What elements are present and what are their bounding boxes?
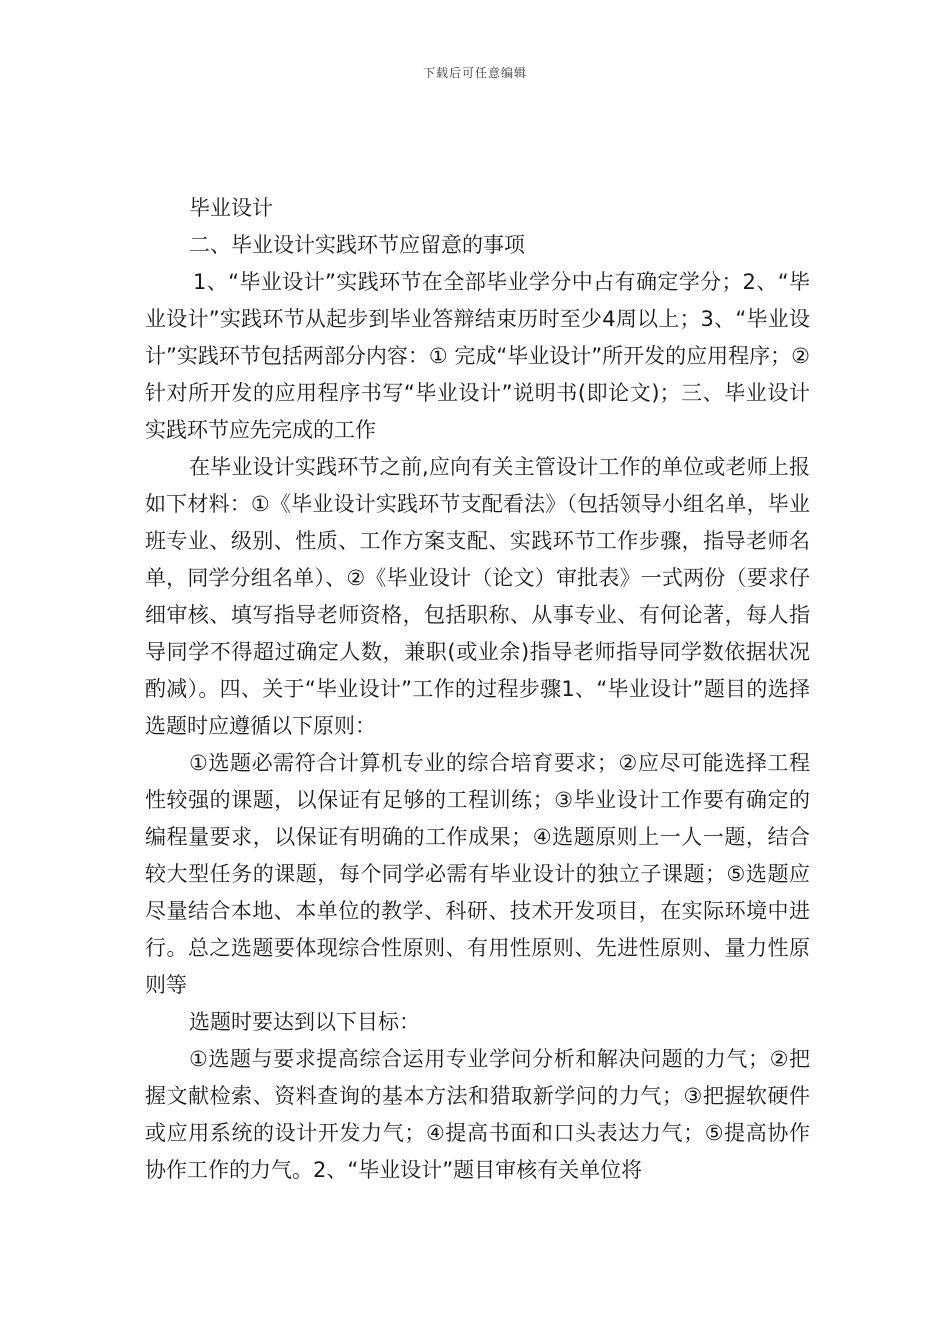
section-heading: 二、毕业设计实践环节应留意的事项 [189, 233, 525, 257]
paragraph-topic-principles: ①选题必需符合计算机专业的综合培育要求；②应尽可能选择工程性较强的课题，以保证有足够的工程训练；③毕业设计工作要有确定的编程量要求，以保证有明确的工作成果；④选题原则上一人一题，结合较大型任务的课题，每个同学必需有毕业设计的独立子课题；⑤选题应尽量结合本地、本单位的教学、科研、技术开发项目，在实际环境中进行。总之选题要体现综合性原则、有用性原则、先进性原则、量力性原则等 [145, 751, 810, 997]
document-title: 毕业设计 [189, 196, 273, 220]
paragraph-requirements: 1、“毕业设计”实践环节在全部毕业学分中占有确定学分；2、“毕业设计”实践环节从起步到毕业答辩结束历时至少4周以上；3、“毕业设计”实践环节包括两部分内容：① 完成“毕业设计”所开发的应用程序；② 针对所开发的应用程序书写“毕业设计”说明书(即论文)；三、毕业设计实践环节应先完成的工作 [145, 270, 810, 442]
paragraph-goals-heading: 选题时要达到以下目标： [189, 1010, 420, 1034]
paragraph-goals: ①选题与要求提高综合运用专业学问分析和解决问题的力气；②把握文献检索、资料查询的基本方法和猎取新学问的力气；③把握软硬件或应用系统的设计开发力气；④提高书面和口头表达力气；⑤提高协作协作工作的力气。2、“毕业设计”题目审核有关单位将 [145, 1047, 810, 1182]
document-body [145, 190, 810, 1189]
page-header: 下载后可任意编辑 [422, 66, 527, 80]
paragraph-materials: 在毕业设计实践环节之前,应向有关主管设计工作的单位或老师上报如下材料：①《毕业设计实践环节支配看法》（包括领导小组名单，毕业班专业、级别、性质、工作方案支配、实践环节工作步骤，指导老师名单，同学分组名单）、②《毕业设计（论文）审批表》一式两份（要求仔细审核、填写指导老师资格，包括职称、从事专业、有何论著，每人指导同学不得超过确定人数，兼职(或业余)指导老师指导同学数依据状况酌减）。四、关于“毕业设计”工作的过程步骤1、“毕业设计”题目的选择选题时应遵循以下原则： [145, 455, 810, 738]
